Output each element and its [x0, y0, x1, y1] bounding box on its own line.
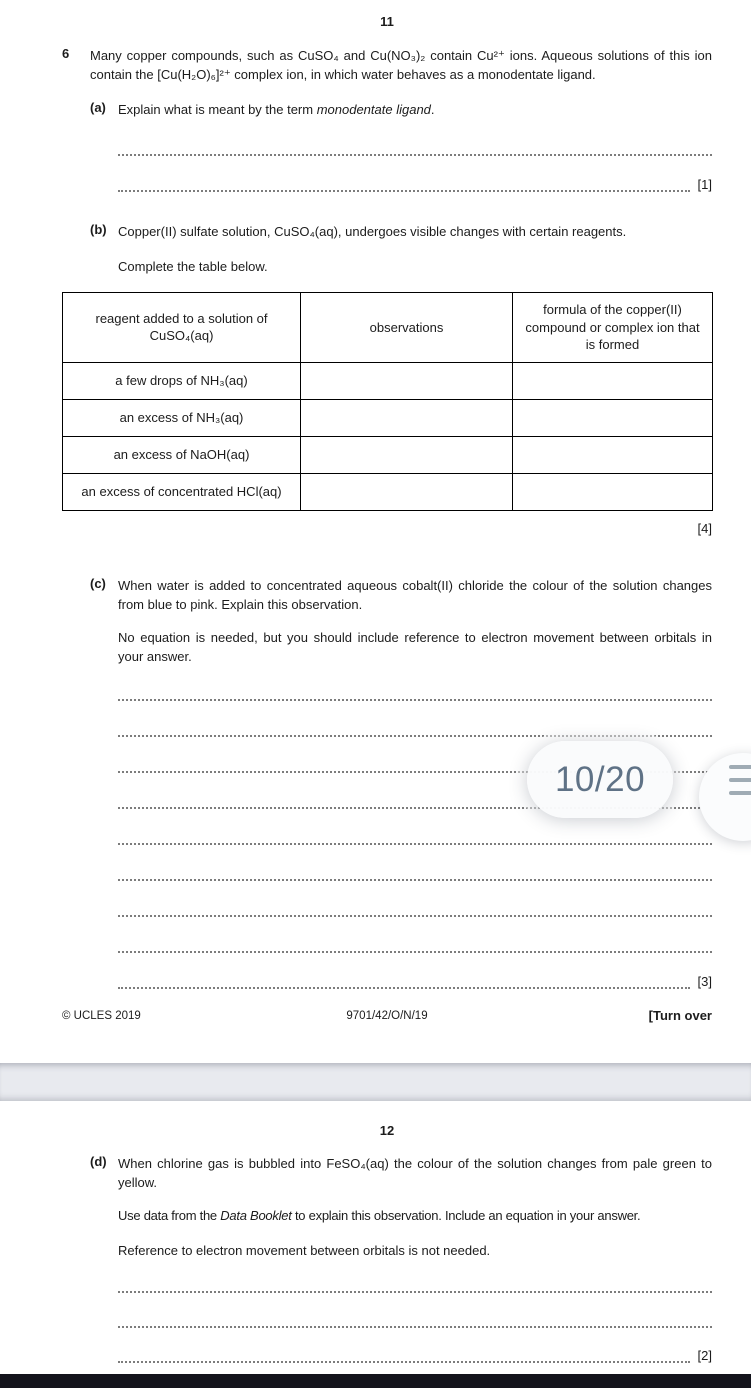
part-b-label: (b): [90, 222, 107, 237]
reagent-cell: an excess of NaOH(aq): [63, 436, 301, 473]
part-c-label: (c): [90, 575, 106, 591]
reagent-cell: an excess of concentrated HCl(aq): [63, 473, 301, 510]
table-row: [63, 436, 713, 473]
page-indicator[interactable]: 10/20: [527, 741, 673, 818]
mark-c: [3]: [697, 973, 712, 989]
question-number: 6: [62, 46, 70, 61]
observations-table: [62, 292, 713, 511]
dotted-answer-line: [118, 177, 690, 192]
question-6: [62, 46, 712, 84]
part-d-label: (d): [90, 1154, 107, 1169]
table-row: [63, 362, 713, 399]
page-footer: [62, 1008, 712, 1026]
col-header-observations: observations: [301, 293, 513, 363]
exam-page-12: [0, 1101, 751, 1374]
dotted-answer-line: [118, 141, 712, 156]
page-number: 11: [380, 14, 394, 29]
formula-answer-cell: [513, 399, 713, 436]
part-a-text: [118, 100, 712, 119]
dotted-answer-line-with-mark: [118, 974, 712, 989]
dotted-answer-line: [118, 830, 712, 845]
part-d-text-2-suffix: to explain this observation. Include an equation in your answer.: [291, 1208, 641, 1223]
dotted-answer-line: [118, 1313, 712, 1328]
table-row: [63, 473, 713, 510]
dotted-answer-line: [118, 686, 712, 701]
part-a-text-suffix: .: [430, 102, 435, 117]
observation-answer-cell: [301, 362, 513, 399]
formula-answer-cell: [513, 473, 713, 510]
col-header-reagent: reagent added to a solution of CuSO₄(aq): [63, 293, 301, 363]
reagent-cell: an excess of NH₃(aq): [63, 399, 301, 436]
reagent-cell: a few drops of NH₃(aq): [63, 362, 301, 399]
formula-answer-cell: [513, 436, 713, 473]
dotted-answer-line: [118, 902, 712, 917]
turn-over-label: [Turn over: [648, 1008, 712, 1023]
part-a-text-italic: monodentate ligand: [316, 102, 431, 117]
paper-code: 9701/42/O/N/19: [346, 1010, 428, 1022]
part-a-text-prefix: Explain what is meant by the term: [118, 102, 317, 117]
mark-b: [4]: [697, 520, 712, 536]
table-header-row: [63, 293, 713, 363]
dotted-answer-line: [118, 1348, 690, 1363]
part-a-label: (a): [90, 100, 106, 115]
part-c-text-2: No equation is needed, but you should include reference to electron movement between orbitals in your answer.: [118, 629, 712, 664]
dotted-answer-line-with-mark: [118, 177, 712, 192]
dotted-answer-line: [118, 938, 712, 953]
page-number: 12: [379, 1123, 395, 1138]
copyright-text: © UCLES 2019: [62, 1010, 141, 1022]
menu-bar-line: [729, 791, 751, 795]
menu-bar-line: [729, 765, 751, 769]
menu-bar-line: [729, 778, 751, 782]
dotted-answer-line: [118, 722, 712, 737]
dotted-answer-line: [118, 866, 712, 881]
viewer-bottom-bar: [0, 1374, 751, 1388]
col-header-formula: formula of the copper(II) compound or complex ion that is formed: [513, 293, 713, 363]
part-d-text-3: Reference to electron movement between orbitals is not needed.: [118, 1243, 491, 1258]
part-b-text: Copper(II) sulfate solution, CuSO₄(aq), undergoes visible changes with certain reagents.: [118, 224, 627, 239]
part-b: [90, 222, 712, 276]
dotted-answer-line: [118, 974, 690, 989]
part-d-text-2-italic: Data Booklet: [220, 1208, 292, 1223]
table-row: [63, 399, 713, 436]
part-d-text-2-prefix: Use data from the: [118, 1208, 221, 1223]
dotted-answer-line-with-mark: [118, 1348, 712, 1363]
observation-answer-cell: [301, 436, 513, 473]
question-intro: Many copper compounds, such as CuSO₄ and Cu(NO₃)₂ contain Cu²⁺ ions. Aqueous solutions of this ion contain the [Cu(H₂O)₆]²⁺ complex ion, in which water behaves as a monodentate ligand.: [90, 48, 712, 82]
observation-answer-cell: [301, 399, 513, 436]
dotted-answer-line: [118, 1278, 712, 1293]
formula-answer-cell: [513, 362, 713, 399]
part-d: [90, 1154, 712, 1363]
observation-answer-cell: [301, 473, 513, 510]
part-b-instruction: Complete the table below.: [118, 259, 268, 274]
part-c-text-1: When water is added to concentrated aqueous cobalt(II) chloride the colour of the solution changes from blue to pink. Explain this observation.: [118, 577, 712, 612]
part-a: [90, 100, 712, 192]
part-d-text-2: [118, 1206, 712, 1225]
hamburger-menu-icon[interactable]: [729, 765, 751, 804]
mark-d: [2]: [697, 1348, 712, 1363]
mark-a: [1]: [697, 177, 712, 192]
page-separator: [0, 1063, 751, 1101]
part-d-text-1: When chlorine gas is bubbled into FeSO₄(aq) the colour of the solution changes from pale green to yellow.: [118, 1156, 712, 1190]
